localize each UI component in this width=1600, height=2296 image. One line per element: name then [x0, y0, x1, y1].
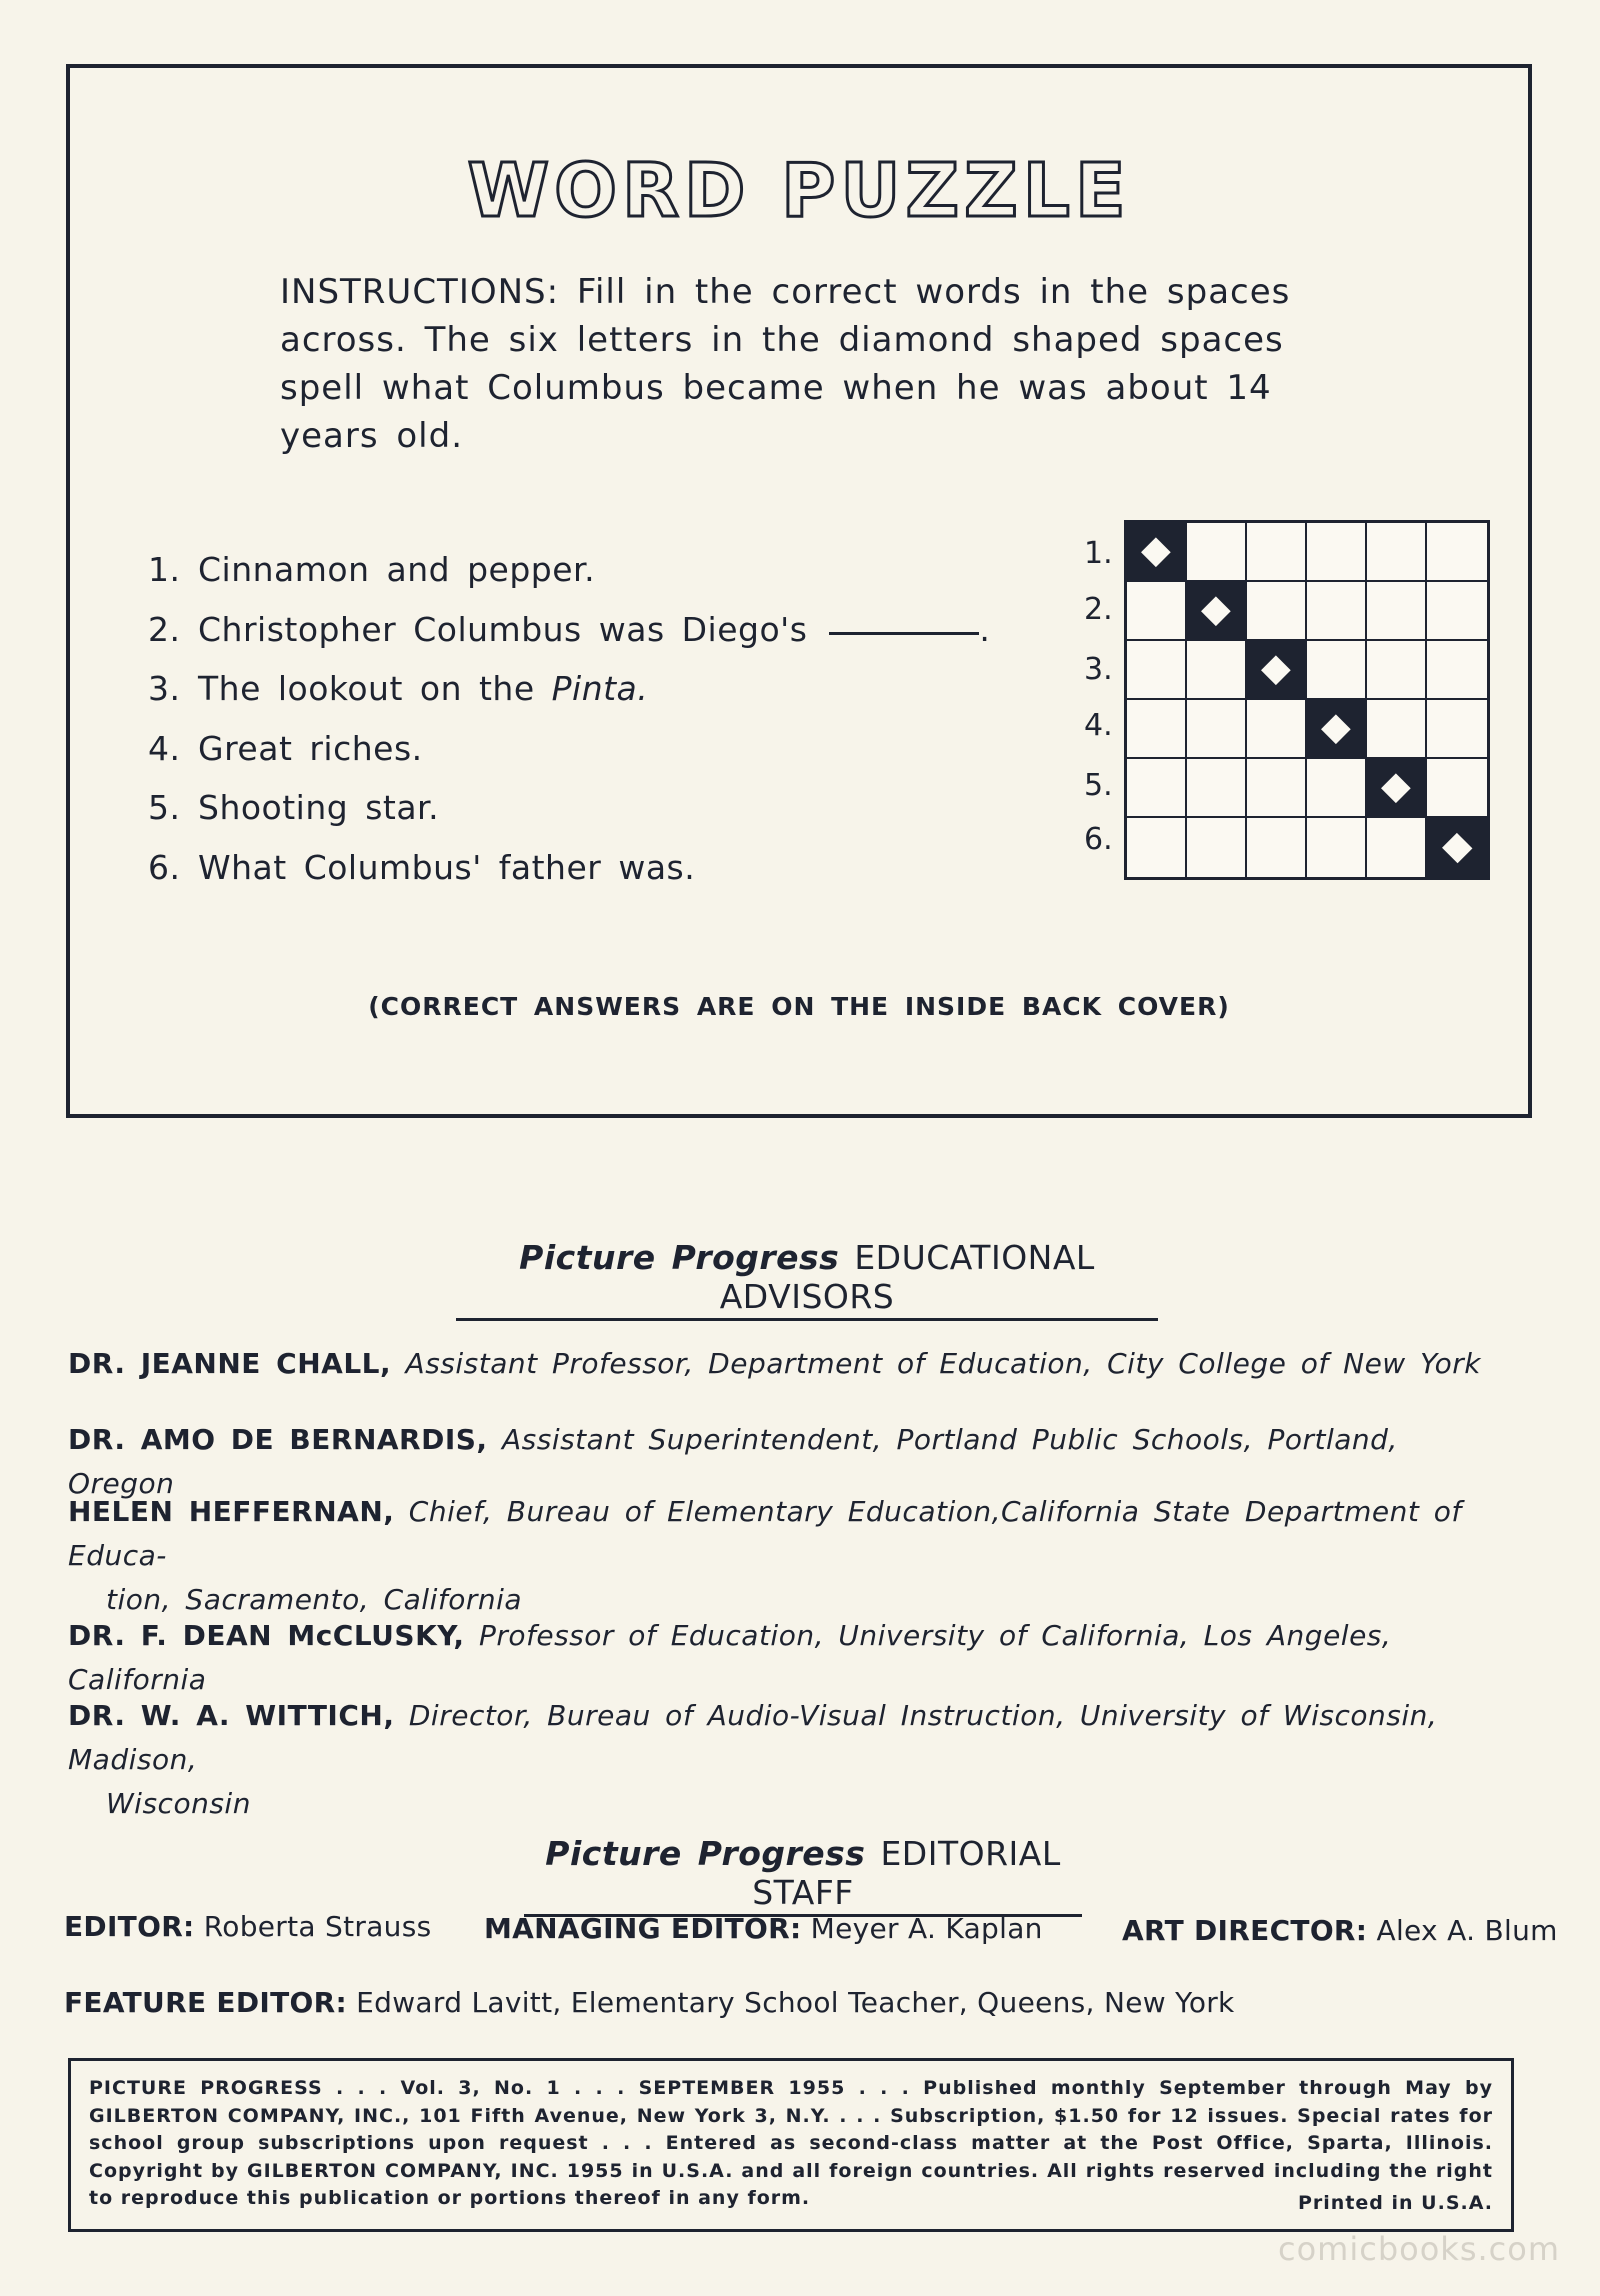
grid-cell: [1247, 818, 1307, 877]
puzzle-title: WORD PUZZLE: [467, 148, 1131, 234]
editor-credit: EDITOR: Roberta Strauss: [64, 1910, 432, 1943]
advisor-entry: DR. JEANNE CHALL, Assistant Professor, Department of Education, City College of New York: [68, 1347, 1481, 1380]
grid-row-label: 2.: [1084, 592, 1113, 627]
printed-in-usa: Printed in U.S.A.: [1298, 2191, 1493, 2214]
grid-cell: [1127, 582, 1187, 641]
diamond-cell: [1187, 582, 1247, 641]
grid-cell: [1427, 582, 1487, 641]
grid-cell: [1427, 759, 1487, 818]
diamond-cell: [1367, 759, 1427, 818]
advisor-entry: HELEN HEFFERNAN, Chief, Bureau of Elementary Education,California State Department of Educa- tion, Sacramento, California: [68, 1495, 1462, 1616]
grid-cell: [1307, 818, 1367, 877]
grid-row-label: 5.: [1084, 768, 1113, 803]
grid-cell: [1127, 700, 1187, 759]
grid-cell: [1427, 641, 1487, 700]
clue-item: 3. The lookout on the Pinta.: [148, 669, 649, 708]
grid-row-label: 3.: [1084, 652, 1113, 687]
grid-cell: [1307, 641, 1367, 700]
grid-cell: [1187, 641, 1247, 700]
clue-list: [148, 540, 990, 897]
advisors-heading: Picture Progress EDUCATIONAL ADVISORS: [456, 1238, 1158, 1321]
answers-note: (CORRECT ANSWERS ARE ON THE INSIDE BACK COVER): [368, 992, 1230, 1021]
art-director-credit: ART DIRECTOR: Alex A. Blum: [1122, 1914, 1558, 1947]
answer-blank: [829, 632, 979, 635]
publication-text: PICTURE PROGRESS . . . Vol. 3, No. 1 . . . SEPTEMBER 1955 . . . Published monthly September through May by GILBERTON COMPANY, INC., 101 Fifth Avenue, New York 3, N.Y. . . . Subscription, $1.50 for 12 issues. Special rates for school group subscriptions upon request . . . Entered as second-class matter at the Post Office, Sparta, Illinois. Copyright by GILBERTON COMPANY, INC. 1955 in U.S.A. and all foreign countries. All rights reserved including the right to reproduce this publication or portions thereof in any form.: [89, 2077, 1493, 2209]
grid-cell: [1367, 582, 1427, 641]
grid-cell: [1247, 523, 1307, 582]
grid-cell: [1187, 700, 1247, 759]
grid-cell: [1187, 523, 1247, 582]
puzzle-instructions: INSTRUCTIONS: Fill in the correct words in the spaces across. The six letters in the diamond shaped spaces spell what Columbus became when he was about 14 years old.: [280, 272, 1291, 456]
grid-row-label: 4.: [1084, 708, 1113, 743]
word-puzzle-box: [66, 64, 1532, 1118]
grid-row-label: 6.: [1084, 822, 1113, 857]
diamond-cell: [1307, 700, 1367, 759]
feature-editor-credit: FEATURE EDITOR: Edward Lavitt, Elementary School Teacher, Queens, New York: [64, 1986, 1235, 2019]
puzzle-grid: [1124, 520, 1490, 880]
diamond-cell: [1247, 641, 1307, 700]
clue-item: 2. Christopher Columbus was Diego's .: [148, 609, 991, 649]
grid-cell: [1187, 759, 1247, 818]
grid-cell: [1307, 759, 1367, 818]
grid-cell: [1127, 641, 1187, 700]
publication-info: [68, 2058, 1514, 2232]
grid-cell: [1307, 582, 1367, 641]
clue-item: 5. Shooting star.: [148, 788, 440, 827]
grid-cell: [1427, 523, 1487, 582]
advisor-entry: DR. W. A. WITTICH, Director, Bureau of Audio-Visual Instruction, University of Wisconsin, Madison, Wisconsin: [68, 1699, 1438, 1820]
clue-item: 4. Great riches.: [148, 728, 423, 768]
grid-cell: [1367, 818, 1427, 877]
grid-cell: [1367, 523, 1427, 582]
grid-cell: [1427, 700, 1487, 759]
grid-cell: [1247, 759, 1307, 818]
grid-row-label: 1.: [1084, 536, 1113, 571]
grid-cell: [1367, 700, 1427, 759]
grid-cell: [1247, 582, 1307, 641]
watermark: comicbooks.com: [1277, 2230, 1560, 2268]
staff-heading: Picture Progress EDITORIAL STAFF: [524, 1834, 1082, 1917]
grid-cell: [1307, 523, 1367, 582]
grid-cell: [1187, 818, 1247, 877]
grid-cell: [1127, 818, 1187, 877]
clue-item: 1. Cinnamon and pepper.: [148, 550, 596, 589]
diamond-cell: [1427, 818, 1487, 877]
grid-cell: [1367, 641, 1427, 700]
grid-cell: [1127, 759, 1187, 818]
diamond-cell: [1127, 523, 1187, 582]
clue-item: 6. What Columbus' father was.: [148, 847, 696, 887]
advisor-entry: DR. AMO DE BERNARDIS, Assistant Superintendent, Portland Public Schools, Portland, Oregon: [68, 1423, 1398, 1500]
managing-editor-credit: MANAGING EDITOR: Meyer A. Kaplan: [484, 1912, 1043, 1945]
grid-cell: [1247, 700, 1307, 759]
advisor-entry: DR. F. DEAN McCLUSKY, Professor of Education, University of California, Los Angeles, California: [68, 1619, 1392, 1696]
